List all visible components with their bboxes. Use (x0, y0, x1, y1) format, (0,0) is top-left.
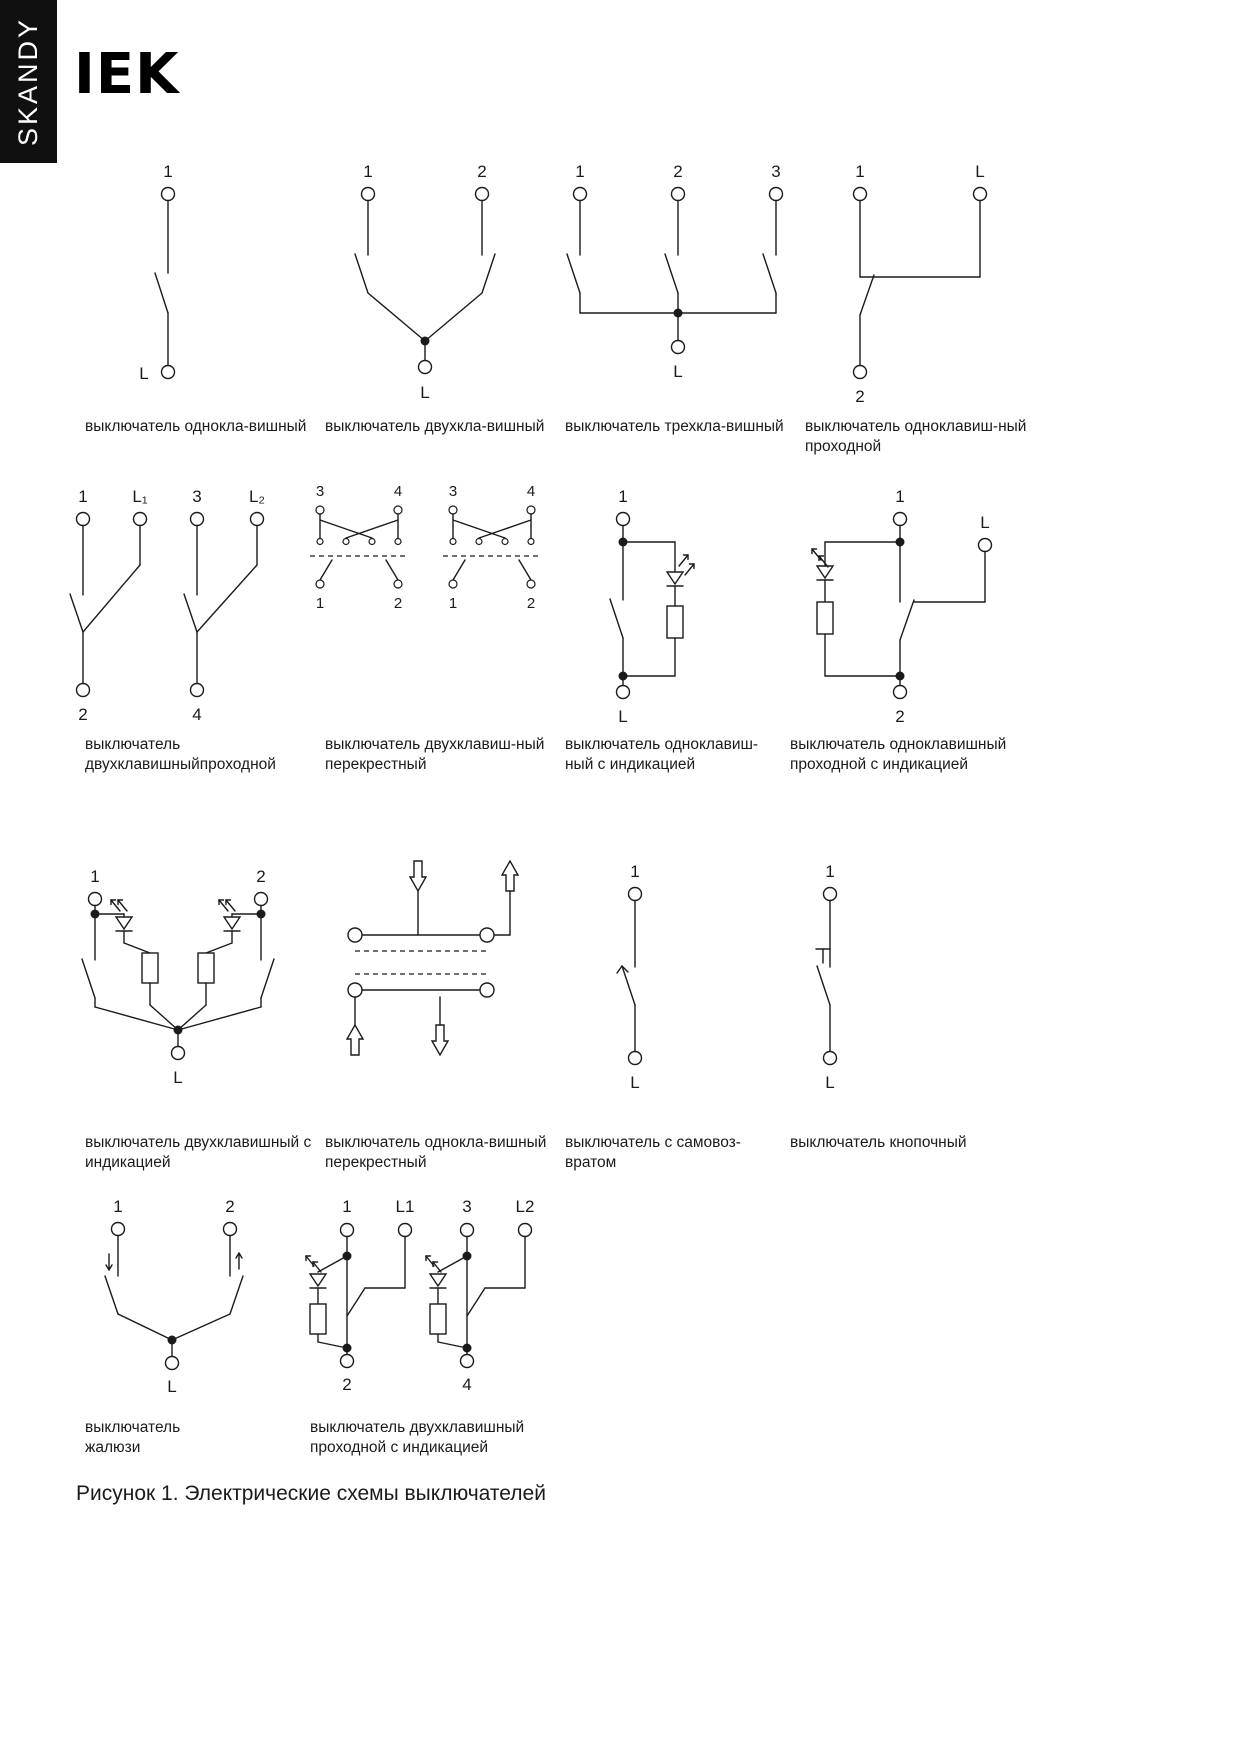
diagram-caption: выключатель одноклавиш- (565, 736, 759, 753)
diagram-caption: выключатель двухклавишный с (85, 1134, 312, 1151)
diagram-push-button-switch (790, 855, 1010, 1185)
schematic-single-key-two-way-switch-indicator (790, 480, 1020, 735)
diagram-caption: выключатель с самовоз- (565, 1134, 741, 1151)
terminal-label: 2 (225, 1197, 235, 1216)
diagram-caption: выключатель двухклавишный (310, 1419, 525, 1436)
diagram-caption: проходной (805, 438, 882, 455)
terminal-label: 4 (192, 705, 202, 724)
series-name: SKANDY (13, 16, 43, 147)
diagram-caption: выключатель (85, 1419, 181, 1436)
diagram-caption: выключатель трехкла-вишный (565, 418, 784, 435)
schematic-two-key-crossover-switch (310, 480, 560, 730)
terminal-label: 3 (771, 162, 781, 181)
diagram-caption: выключатель одноклавиш-ный (805, 418, 1027, 435)
terminal-label: L₂ (248, 487, 266, 506)
diagram-two-key-two-way-switch (65, 480, 325, 780)
diagram-single-key-two-way-switch-indicator (790, 480, 1020, 780)
diagram-caption: выключатель (85, 736, 181, 753)
terminal-label: L (167, 1377, 177, 1396)
terminal-label: 1 (113, 1197, 123, 1216)
terminal-label: 1 (895, 487, 905, 506)
terminal-label: 2 (393, 595, 403, 612)
terminal-label: 2 (855, 387, 865, 406)
terminal-label: L (980, 513, 990, 532)
terminal-label: L (618, 707, 628, 726)
terminal-label: 1 (363, 162, 373, 181)
terminal-label: 2 (673, 162, 683, 181)
schematic-single-key-two-way-switch (800, 155, 1035, 410)
diagram-caption: индикацией (85, 1154, 171, 1171)
terminal-label: L2 (515, 1197, 535, 1216)
diagram-two-key-switch-indicator (78, 855, 328, 1185)
terminal-label: 1 (630, 862, 640, 881)
terminal-label: 1 (855, 162, 865, 181)
terminal-label: L (173, 1068, 183, 1087)
terminal-label: L (139, 364, 149, 383)
diagram-two-key-switch (320, 155, 555, 465)
brand-logo: IEK (74, 42, 180, 107)
terminal-label: L (825, 1073, 835, 1092)
diagram-caption: двухклавишныйпроходной (85, 756, 276, 773)
terminal-label: L₁ (132, 487, 148, 506)
terminal-label: 1 (448, 595, 458, 612)
schematic-single-key-crossover-switch (325, 855, 565, 1085)
terminal-label: 4 (526, 483, 536, 500)
terminal-label: 1 (342, 1197, 352, 1216)
terminal-label: 3 (448, 483, 458, 500)
terminal-label: 3 (462, 1197, 472, 1216)
diagram-caption: жалюзи (85, 1439, 141, 1456)
diagram-self-return-switch (565, 855, 775, 1185)
schematic-two-key-switch-indicator (78, 855, 328, 1115)
terminal-label: L1 (395, 1197, 415, 1216)
terminal-label: 1 (90, 867, 100, 886)
terminal-label: 4 (462, 1375, 472, 1394)
diagram-caption: выключатель одноклавишный (790, 736, 1007, 753)
diagram-two-key-crossover-switch (310, 480, 560, 780)
terminal-label: 3 (192, 487, 202, 506)
diagram-three-key-switch (558, 155, 803, 465)
terminal-label: 1 (315, 595, 325, 612)
schematic-two-key-switch (320, 155, 555, 410)
schematic-single-key-switch-indicator (565, 480, 775, 735)
schematic-three-key-switch (558, 155, 803, 405)
diagram-caption: выключатель кнопочный (790, 1134, 967, 1151)
diagram-single-key-switch-indicator (565, 480, 775, 780)
terminal-label: 2 (342, 1375, 352, 1394)
terminal-label: 2 (78, 705, 88, 724)
schematic-self-return-switch (565, 855, 775, 1115)
terminal-label: L (975, 162, 985, 181)
diagram-caption: выключатель двухкла-вишный (325, 418, 545, 435)
diagram-blinds-switch (80, 1190, 310, 1480)
terminal-label: 1 (825, 862, 835, 881)
figure-caption: Рисунок 1. Электрические схемы выключателей (76, 1482, 546, 1505)
diagram-caption: выключатель однокла-вишный (325, 1134, 547, 1151)
terminal-label: 3 (315, 483, 325, 500)
schematic-single-key-switch (80, 155, 315, 405)
terminal-label: L (630, 1073, 640, 1092)
diagram-single-key-two-way-switch (800, 155, 1035, 465)
diagram-caption: проходной с индикацией (310, 1439, 489, 1456)
terminal-label: 2 (526, 595, 536, 612)
terminal-label: 1 (163, 162, 173, 181)
diagram-caption: перекрестный (325, 1154, 427, 1171)
terminal-label: 2 (895, 707, 905, 726)
terminal-label: L (420, 383, 430, 402)
series-sidebar (0, 0, 57, 163)
schematic-two-key-two-way-switch (65, 480, 325, 730)
terminal-label: 1 (78, 487, 88, 506)
diagram-single-key-switch (80, 155, 315, 465)
terminal-label: L (673, 362, 683, 381)
terminal-label: 2 (477, 162, 487, 181)
diagram-caption: ный с индикацией (565, 756, 696, 773)
diagram-single-key-crossover-switch (325, 855, 565, 1185)
diagram-caption: проходной с индикацией (790, 756, 969, 773)
terminal-label: 1 (618, 487, 628, 506)
schematic-two-key-two-way-switch-indicator (305, 1190, 595, 1405)
schematic-blinds-switch (80, 1190, 310, 1405)
diagram-caption: выключатель двухклавиш-ный (325, 736, 545, 753)
diagram-two-key-two-way-switch-indicator (305, 1190, 595, 1480)
diagram-caption: выключатель однокла-вишный (85, 418, 307, 435)
diagram-caption: вратом (565, 1154, 617, 1171)
diagram-caption: перекрестный (325, 756, 427, 773)
terminal-label: 4 (393, 483, 403, 500)
terminal-label: 1 (575, 162, 585, 181)
schematic-push-button-switch (790, 855, 1010, 1115)
terminal-label: 2 (256, 867, 266, 886)
